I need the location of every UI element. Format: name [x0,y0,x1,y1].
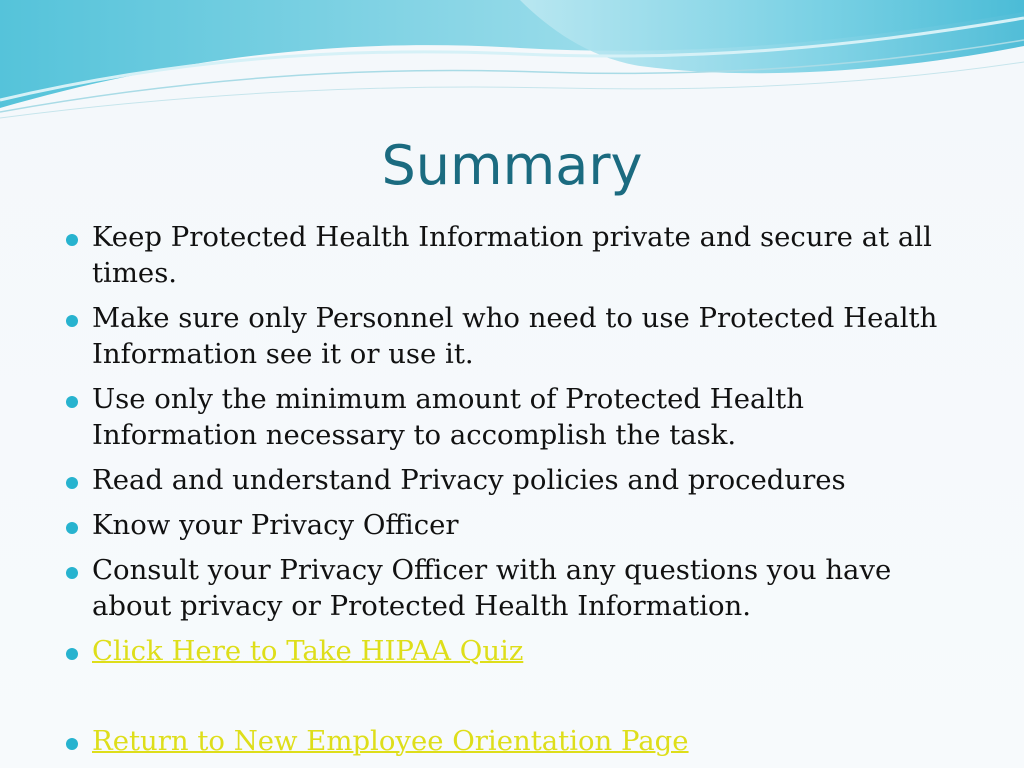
bullet-icon [66,522,78,534]
header-wave-decoration [0,0,1024,130]
list-item [60,462,940,498]
slide-title: Summary [381,134,643,197]
list-item [60,507,940,543]
list-item [60,381,940,453]
take-hipaa-quiz-link[interactable]: Click Here to Take HIPAA Quiz [92,635,524,667]
bullet-text: Use only the minimum amount of Protected Health Information necessary to accomplish the task. [92,383,804,451]
list-item [60,300,940,372]
bullet-text: Know your Privacy Officer [92,509,459,541]
bullet-icon [66,567,78,579]
list-item-quiz-link [60,633,940,669]
summary-bullet-list [60,219,940,768]
bullet-icon [66,648,78,660]
bullet-icon [66,477,78,489]
list-item [60,219,940,291]
bullet-text: Consult your Privacy Officer with any questions you have about privacy or Protected Health Information. [92,554,892,622]
bullet-text: Make sure only Personnel who need to use Protected Health Information see it or use it. [92,302,938,370]
bullet-text: Read and understand Privacy policies and procedures [92,464,846,496]
bullet-icon [66,738,78,750]
list-item-return-link [60,723,940,759]
bullet-icon [66,315,78,327]
list-item [60,552,940,624]
return-to-orientation-link[interactable]: Return to New Employee Orientation Page [92,725,689,757]
bullet-icon [66,396,78,408]
bullet-icon [66,234,78,246]
bullet-text: Keep Protected Health Information private and secure at all times. [92,221,932,289]
